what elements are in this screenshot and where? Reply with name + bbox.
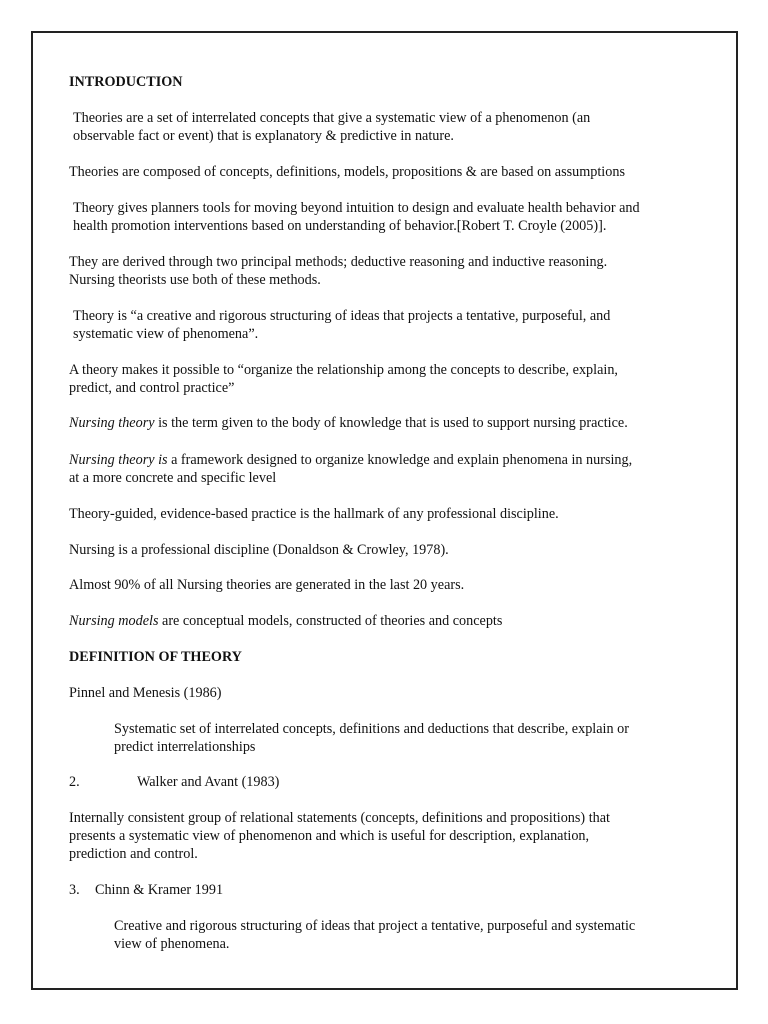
definition-3-number: 3.	[69, 882, 80, 898]
paragraph-line: Theory is “a creative and rigorous structuring of ideas that projects a tentative, purposeful, and	[73, 308, 611, 324]
italic-term: Nursing models	[69, 613, 159, 629]
paragraph-line: Creative and rigorous structuring of ideas that project a tentative, purposeful and systematic	[114, 918, 636, 934]
definition-2-text	[69, 809, 610, 863]
paragraph-line: predict, and control practice”	[69, 380, 235, 396]
paragraph-line: health promotion interventions based on understanding of behavior.[Robert T. Croyle (2005)].	[73, 218, 607, 234]
definition-1-source: Pinnel and Menesis (1986)	[69, 685, 222, 701]
italic-term: Nursing theory	[69, 415, 155, 431]
paragraph-line: A theory makes it possible to “organize the relationship among the concepts to describe, explain,	[69, 362, 618, 378]
intro-paragraph-4	[69, 253, 607, 289]
paragraph-line: Theory gives planners tools for moving beyond intuition to design and evaluate health behavior and	[73, 200, 640, 216]
paragraph-text: are conceptual models, constructed of theories and concepts	[158, 613, 503, 629]
paragraph-text: is the term given to the body of knowledge that is used to support nursing practice.	[154, 415, 628, 431]
paragraph-line	[69, 451, 632, 469]
paragraph-line: Systematic set of interrelated concepts, definitions and deductions that describe, explain or	[114, 721, 629, 737]
paragraph-line: systematic view of phenomena”.	[73, 326, 259, 342]
intro-paragraph-7	[69, 414, 628, 432]
paragraph-line: Nursing theorists use both of these methods.	[69, 272, 321, 288]
paragraph-line: predict interrelationships	[114, 739, 256, 755]
intro-heading: INTRODUCTION	[69, 74, 183, 90]
definition-2-number: 2.	[69, 774, 80, 790]
paragraph-line: at a more concrete and specific level	[69, 470, 277, 486]
intro-paragraph-8	[69, 451, 632, 487]
intro-paragraph-2: Theories are composed of concepts, definitions, models, propositions & are based on assumptions	[69, 164, 625, 180]
paragraph-line: observable fact or event) that is explanatory & predictive in nature.	[73, 128, 454, 144]
definition-1-text	[114, 720, 629, 756]
paragraph-line: Theories are a set of interrelated concepts that give a systematic view of a phenomenon (an	[73, 110, 591, 126]
paragraph-line: prediction and control.	[69, 846, 198, 862]
intro-paragraph-9: Theory-guided, evidence-based practice is the hallmark of any professional discipline.	[69, 506, 559, 522]
intro-paragraph-12	[69, 612, 502, 630]
paragraph-line: They are derived through two principal methods; deductive reasoning and inductive reasoning.	[69, 254, 608, 270]
paragraph-line: presents a systematic view of phenomenon and which is useful for description, explanation,	[69, 828, 590, 844]
paragraph-line: Internally consistent group of relational statements (concepts, definitions and propositions) that	[69, 810, 610, 826]
definition-3-text	[114, 917, 635, 953]
definition-2-source: Walker and Avant (1983)	[137, 774, 280, 790]
intro-paragraph-5	[73, 307, 610, 343]
paragraph-line: view of phenomena.	[114, 936, 230, 952]
intro-paragraph-11: Almost 90% of all Nursing theories are generated in the last 20 years.	[69, 577, 465, 593]
intro-paragraph-1	[73, 109, 590, 145]
paragraph-text: a framework designed to organize knowledge and explain phenomena in nursing,	[167, 452, 633, 468]
intro-paragraph-6	[69, 361, 618, 397]
italic-term: Nursing theory is	[69, 452, 168, 468]
intro-paragraph-10: Nursing is a professional discipline (Donaldson & Crowley, 1978).	[69, 542, 449, 558]
intro-paragraph-3	[73, 199, 640, 235]
definition-heading: DEFINITION OF THEORY	[69, 649, 242, 665]
definition-3-source: Chinn & Kramer 1991	[95, 882, 224, 898]
